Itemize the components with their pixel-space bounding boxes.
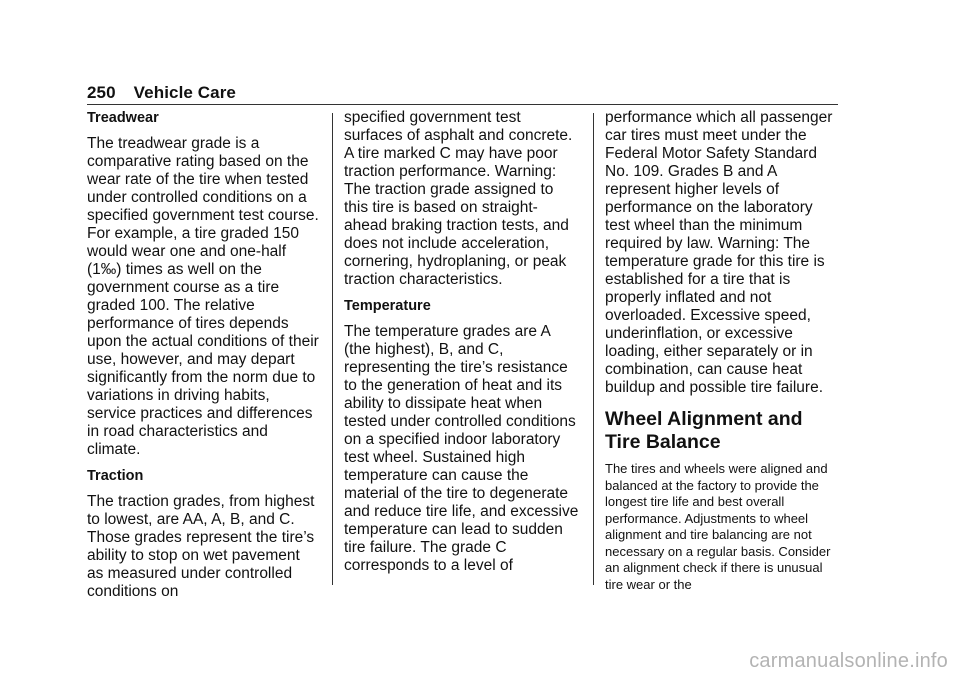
column-2 xyxy=(344,109,580,583)
treadwear-paragraph: The treadwear grade is a comparative rating based on the wear rate of the tire when tested under controlled conditions on a specified government test course. For example, a tire graded 150 would wear one and one-half (1‰) times as well on the government course as a tire graded 100. The relative performance of tires depends upon the actual conditions of their use, however, and may depart significantly from the norm due to variations in driving habits, service practices and differences in road characteristics and climate. xyxy=(87,135,319,458)
traction-paragraph: The traction grades, from highest to lowest, are AA, A, B, and C. Those grades represent the tire’s ability to stop on wet pavement as measured under controlled conditions on xyxy=(87,493,315,600)
page-header xyxy=(87,83,236,103)
wheel-alignment-paragraph: The tires and wheels were aligned and balanced at the factory to provide the longest tire life and best overall performance. Adjustments to wheel alignment and tire balancing are not necessary on a regular basis. Consider an alignment check if there is unusual tire wear or the xyxy=(605,461,831,592)
temperature-heading: Temperature xyxy=(344,298,431,314)
temperature-continued-paragraph: performance which all passenger car tires must meet under the Federal Motor Safety Standard No. 109. Grades B and A represent higher levels of performance on the laboratory test wheel than the minimum required by law. Warning: The temperature grade for this tire is established for a tire that is properly inflated and not overloaded. Excessive speed, underinflation, or excessive loading, either separately or in combination, can cause heat buildup and possible tire failure. xyxy=(605,109,833,396)
temperature-paragraph: The temperature grades are A (the highest), B, and C, representing the tire’s resistance to the generation of heat and its ability to dissipate heat when tested under controlled conditions on a specified indoor laboratory test wheel. Sustained high temperature can cause the material of the tire to degenerate and reduce tire life, and excessive temperature can lead to sudden tire failure. The grade C corresponds to a level of xyxy=(344,323,579,574)
column-divider xyxy=(332,113,333,585)
traction-continued-paragraph: specified government test surfaces of asphalt and concrete. A tire marked C may have poor traction performance. Warning: The traction grade assigned to this tire is based on straight-ahead braking traction tests, and does not include acceleration, cornering, hydroplaning, or peak traction characteristics. xyxy=(344,109,573,288)
traction-heading: Traction xyxy=(87,468,144,484)
header-rule xyxy=(87,104,838,105)
column-3 xyxy=(605,109,841,593)
column-divider xyxy=(593,113,594,585)
treadwear-heading: Treadwear xyxy=(87,110,159,126)
section-title-header: Vehicle Care xyxy=(133,83,236,102)
watermark: carmanualsonline.info xyxy=(749,650,948,672)
wheel-alignment-heading: Wheel Alignment and Tire Balance xyxy=(605,408,803,453)
column-1 xyxy=(87,109,319,609)
page-number: 250 xyxy=(87,83,116,102)
